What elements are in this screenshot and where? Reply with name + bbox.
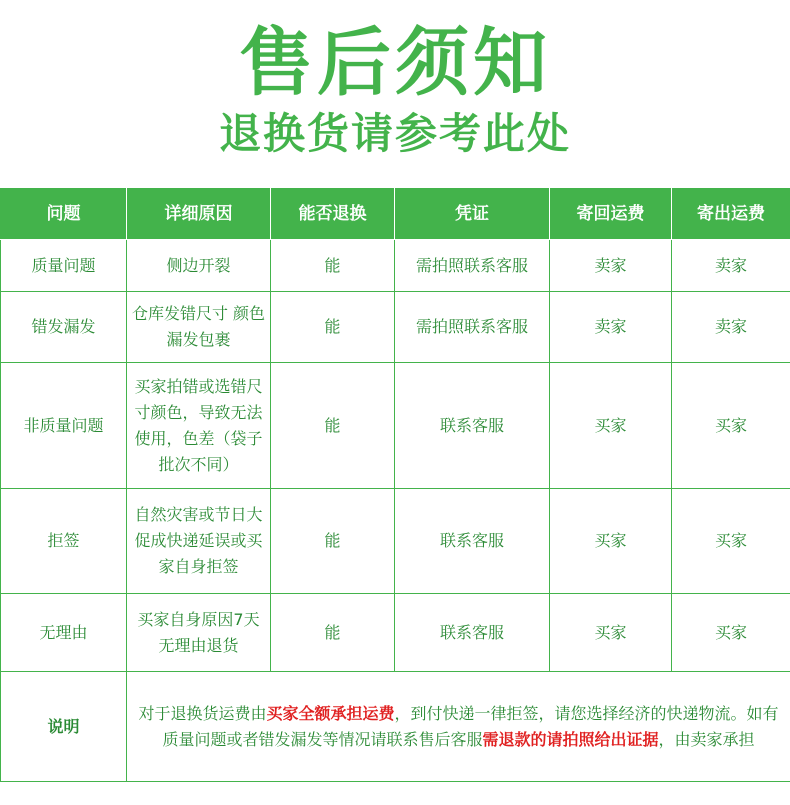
cell-reason: 买家拍错或选错尺寸颜色，导致无法使用，色差（袋子批次不同） [127, 363, 271, 489]
cell-send-fee: 买家 [672, 363, 790, 489]
table-row [1, 240, 790, 292]
cell-returnable: 能 [271, 240, 395, 292]
table-header-row [1, 189, 790, 240]
table-row [1, 292, 790, 363]
page-subtitle: 退换货请参考此处 [218, 109, 571, 158]
cell-proof: 联系客服 [395, 594, 550, 672]
note-highlight-1: 买家全额承担运费 [266, 703, 395, 723]
cell-returnable: 能 [271, 594, 395, 672]
column-header-returnable: 能否退换 [271, 189, 395, 240]
cell-send-fee: 卖家 [672, 292, 790, 363]
note-text-part2: ，到付快递一律拒签，请您选择经济的快递物流。如有质量问题或者错发漏发等情况请联系售后客服 [162, 703, 779, 749]
cell-returnable: 能 [271, 489, 395, 594]
cell-return-fee: 买家 [550, 363, 672, 489]
page-title: 售后须知 [239, 20, 551, 106]
column-header-reason: 详细原因 [127, 189, 271, 240]
table-row [1, 489, 790, 594]
cell-proof: 联系客服 [395, 489, 550, 594]
cell-returnable: 能 [271, 363, 395, 489]
column-header-proof: 凭证 [395, 189, 550, 240]
column-header-send-fee: 寄出运费 [672, 189, 790, 240]
cell-return-fee: 买家 [550, 489, 672, 594]
note-text-part1: 对于退换货运费由 [138, 703, 267, 723]
cell-reason: 仓库发错尺寸 颜色漏发包裹 [127, 292, 271, 363]
cell-issue: 质量问题 [1, 240, 127, 292]
cell-send-fee: 卖家 [672, 240, 790, 292]
note-label: 说明 [1, 672, 127, 782]
cell-issue: 无理由 [1, 594, 127, 672]
note-text [127, 672, 790, 782]
cell-reason: 买家自身原因7天无理由退货 [127, 594, 271, 672]
cell-proof: 需拍照联系客服 [395, 240, 550, 292]
cell-proof: 需拍照联系客服 [395, 292, 550, 363]
note-highlight-2: 需退款的请拍照给出证据 [482, 729, 659, 749]
note-row [1, 672, 790, 782]
cell-send-fee: 买家 [672, 489, 790, 594]
cell-issue: 非质量问题 [1, 363, 127, 489]
cell-send-fee: 买家 [672, 594, 790, 672]
cell-issue: 拒签 [1, 489, 127, 594]
cell-issue: 错发漏发 [1, 292, 127, 363]
cell-proof: 联系客服 [395, 363, 550, 489]
table-row [1, 594, 790, 672]
cell-return-fee: 卖家 [550, 240, 672, 292]
cell-reason: 自然灾害或节日大促成快递延误或买家自身拒签 [127, 489, 271, 594]
column-header-return-fee: 寄回运费 [550, 189, 672, 240]
table-row [1, 363, 790, 489]
column-header-issue: 问题 [1, 189, 127, 240]
cell-returnable: 能 [271, 292, 395, 363]
after-sales-table [0, 188, 790, 782]
note-text-part3: ，由卖家承担 [658, 729, 755, 749]
cell-return-fee: 卖家 [550, 292, 672, 363]
cell-return-fee: 买家 [550, 594, 672, 672]
cell-reason: 侧边开裂 [127, 240, 271, 292]
